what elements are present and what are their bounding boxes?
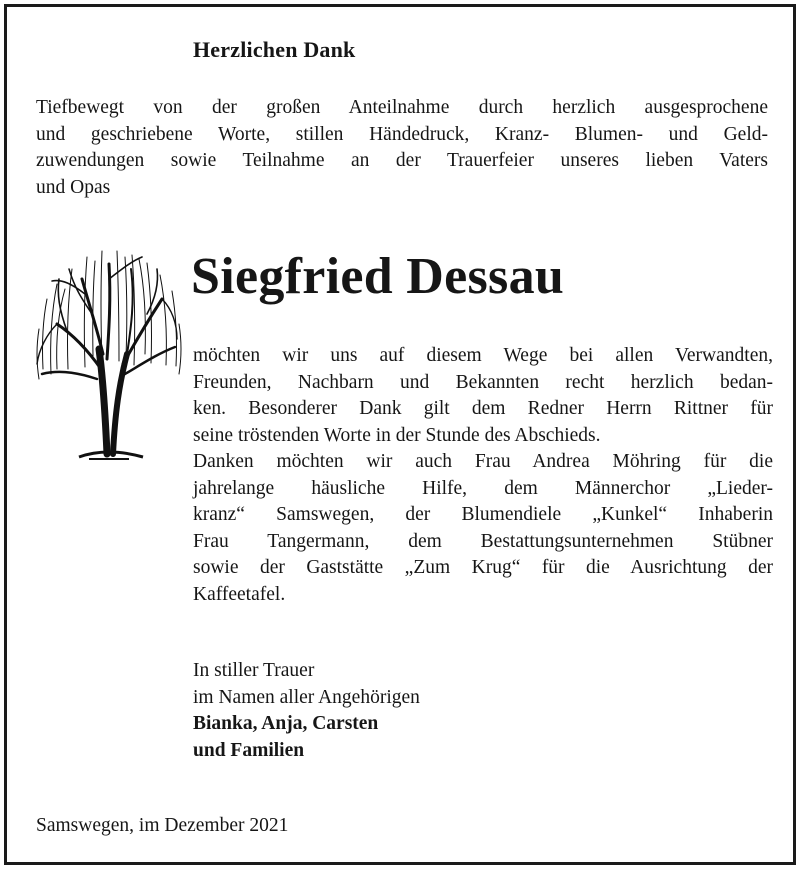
- body-line: Danken möchten wir auch Frau Andrea Möhring für die: [193, 451, 773, 472]
- notice-heading: Herzlichen Dank: [193, 37, 356, 62]
- intro-line: und Opas: [36, 176, 111, 198]
- body-line: sowie der Gaststätte „Zum Krug“ für die Ausrichtung der: [193, 557, 773, 578]
- body-line: ken. Besonderer Dank gilt dem Redner Herrn Rittner für: [193, 398, 773, 419]
- signers: und Familien: [193, 739, 305, 761]
- body-line: möchten wir uns auf diesem Wege bei allen Verwandten,: [193, 345, 773, 366]
- closing-block: [193, 658, 420, 764]
- closing-line: In stiller Trauer: [193, 660, 315, 681]
- body-line: Kaffeetafel.: [193, 583, 286, 605]
- closing-line: im Namen aller Angehörigen: [193, 686, 420, 708]
- obituary-notice: [4, 4, 796, 865]
- intro-line: Tiefbewegt von der großen Anteilnahme durch herzlich ausgesprochene: [36, 97, 768, 118]
- intro-paragraph: [36, 95, 768, 201]
- body-line: Freunden, Nachbarn und Bekannten recht herzlich bedan-: [193, 371, 773, 393]
- signers: Bianka, Anja, Carsten: [193, 713, 379, 734]
- place-date: Samswegen, im Dezember 2021: [36, 815, 289, 836]
- body-line: seine tröstenden Worte in der Stunde des Abschieds.: [193, 424, 601, 446]
- intro-line: und geschriebene Worte, stillen Händedruck, Kranz- Blumen- und Geld-: [36, 123, 768, 145]
- body-line: jahrelange häusliche Hilfe, dem Männerchor „Lieder-: [193, 477, 773, 499]
- body-line: Frau Tangermann, dem Bestattungsunternehmen Stübner: [193, 530, 773, 552]
- deceased-name: Siegfried Dessau: [191, 248, 565, 305]
- intro-line: zuwendungen sowie Teilnahme an der Trauerfeier unseres lieben Vaters: [36, 150, 768, 171]
- body-paragraph: [193, 343, 773, 608]
- body-line: kranz“ Samswegen, der Blumendiele „Kunkel“ Inhaberin: [193, 504, 773, 525]
- tree-icon: [27, 239, 185, 467]
